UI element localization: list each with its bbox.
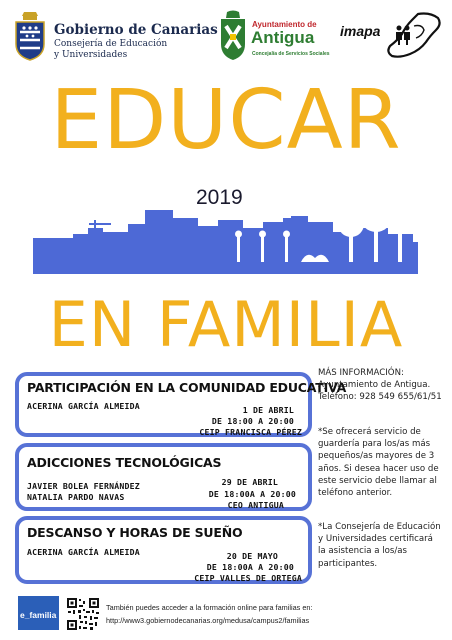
session-place: CEIP VALLES DE ORTEGA xyxy=(194,573,302,583)
session-speaker: ACERINA GARCÍA ALMEIDA xyxy=(27,401,140,411)
note-line: *La Consejería de Educación xyxy=(318,522,441,532)
note-line: años. Si desea hacer uso de xyxy=(318,463,439,474)
antigua-line3: Concejalía de Servicios Sociales xyxy=(252,51,330,57)
session-time: DE 18:00A A 20:00 xyxy=(208,489,296,499)
family-figures-icon xyxy=(394,24,412,46)
efamilia-logo xyxy=(18,596,59,630)
session-date: 29 DE ABRIL xyxy=(221,477,278,487)
more-info-line: MÁS INFORMACIÓN: xyxy=(318,368,404,378)
certificate-note xyxy=(318,521,446,570)
note-line: pequeños/as mayores de 3 xyxy=(318,451,435,462)
session-place: CEIP FRANCISCA PÉREZ xyxy=(199,427,302,437)
session-date: 20 DE MAYO xyxy=(226,551,278,561)
antigua-line2: Antigua xyxy=(251,28,315,47)
gobierno-name: Gobierno de Canarias xyxy=(54,22,218,38)
session-title: DESCANSO Y HORAS DE SUEÑO xyxy=(27,525,243,540)
antigua-shield-icon xyxy=(218,10,248,62)
session-card-adicciones xyxy=(15,443,312,511)
note-line: participantes. xyxy=(318,558,378,569)
consejeria-line1: Consejería de Educación xyxy=(54,39,168,49)
efamilia-label: e_familia xyxy=(20,610,57,620)
session-place: CEO ANTIGUA xyxy=(227,500,284,510)
session-title: ADICCIONES TECNOLÓGICAS xyxy=(27,455,222,470)
imapa-logo xyxy=(342,12,444,62)
qr-code-icon[interactable] xyxy=(66,597,100,631)
session-title: PARTICIPACIÓN EN LA COMUNIDAD EDUCATIVA xyxy=(27,380,347,395)
online-training-url[interactable]: http://www3.gobiernodecanarias.org/medusa/campus2/familias xyxy=(106,616,310,625)
note-line: la asistencia a los/as xyxy=(318,546,407,557)
session-card-descanso xyxy=(15,516,312,584)
note-line: este servicio debe llamar al xyxy=(318,475,437,486)
coat-of-arms-icon xyxy=(10,10,50,62)
note-line: teléfono anterior. xyxy=(318,488,393,499)
note-line: guardería para los/as más xyxy=(318,439,431,450)
session-speaker: JAVIER BOLEA FERNÁNDEZ xyxy=(27,481,140,491)
ayuntamiento-antigua-logo xyxy=(218,6,338,66)
session-time: DE 18:00 A 20:00 xyxy=(211,416,294,426)
note-line: y Universidades certificará xyxy=(318,534,433,545)
consejeria-line2: y Universidades xyxy=(54,50,128,60)
title-educar: EDUCAR xyxy=(50,73,402,168)
antigua-line1: Ayuntamiento de xyxy=(252,20,317,29)
phone-line: Teléfono: 928 549 655/61/51 xyxy=(318,392,442,403)
note-line: *Se ofrecerá servicio de xyxy=(318,427,421,437)
online-training-text: También puedes acceder a la formación online para familias en: xyxy=(106,603,313,612)
gobierno-canarias-logo xyxy=(10,8,218,66)
year-label: 2019 xyxy=(196,186,243,209)
session-speaker: NATALIA PARDO NAVAS xyxy=(27,492,125,502)
imapa-name: imapa xyxy=(340,23,381,39)
session-time: DE 18:00A A 20:00 xyxy=(206,562,294,572)
title-en-familia: EN FAMILIA xyxy=(48,288,404,361)
session-speaker: ACERINA GARCÍA ALMEIDA xyxy=(27,547,140,557)
more-info-block xyxy=(318,367,446,404)
session-card-participacion xyxy=(15,372,347,437)
more-info-line: Ayuntamiento de Antigua. xyxy=(318,380,431,391)
childcare-note xyxy=(318,426,446,499)
session-date: 1 DE ABRIL xyxy=(242,405,294,415)
